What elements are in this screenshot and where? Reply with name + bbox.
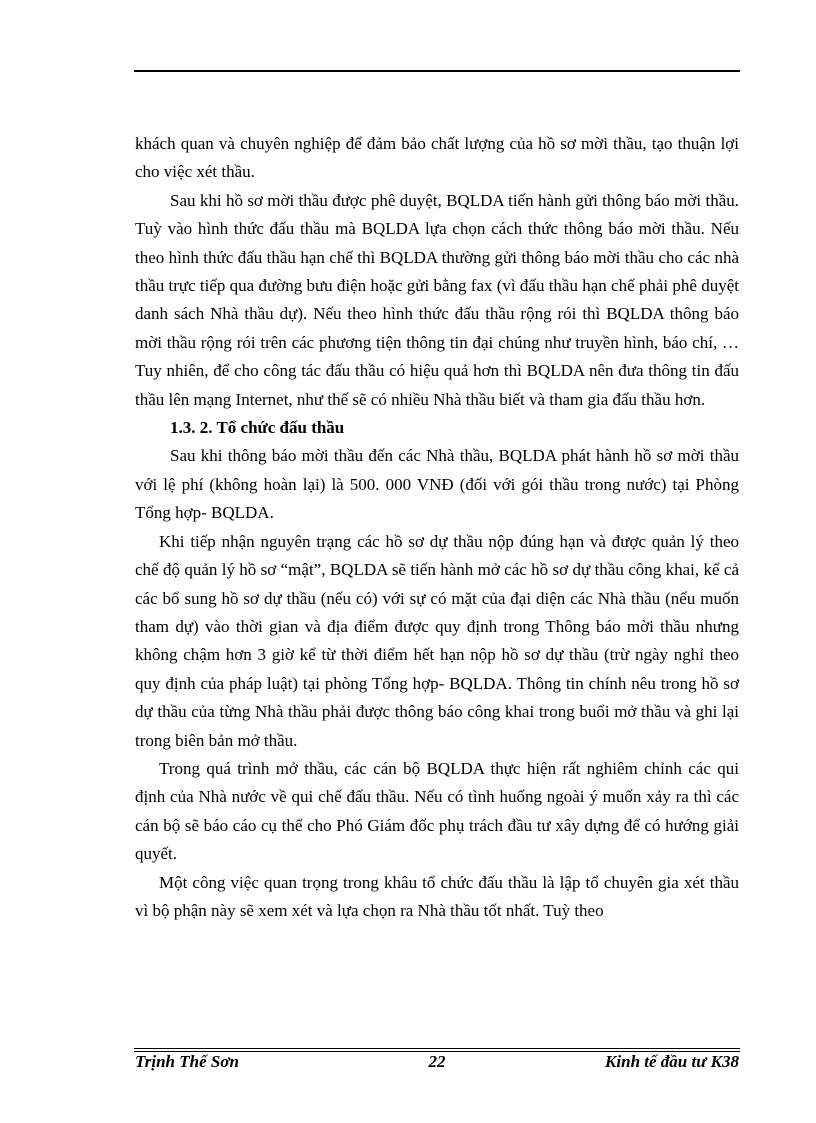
page-number: 22 bbox=[428, 1052, 446, 1071]
footer-course: Kinh tế đầu tư K38 bbox=[605, 1052, 739, 1071]
footer-rule-top bbox=[134, 1048, 740, 1049]
paragraph-4: Khi tiếp nhận nguyên trạng các hồ sơ dự thầu nộp đúng hạn và được quản lý theo chế độ quản lý hồ sơ “mật”, BQLDA sẽ tiến hành mở các hồ sơ dự thầu công khai, kể cả các bổ sung hồ sơ dự thầu (nếu có) với sự có mặt của đại diện các Nhà thầu (nếu muốn tham dự) vào thời gian và địa điểm được quy định trong Thông báo mời thầu nhưng không chậm hơn 3 giờ kể từ thời điểm hết hạn nộp hồ sơ dự thầu (trừ ngày nghỉ theo quy định của pháp luật) tại phòng Tổng hợp- BQLDA. Thông tin chính nêu trong hồ sơ dự thầu của từng Nhà thầu phải được thông báo công khai trong buổi mở thầu và ghi lại trong biên bản mở thầu. bbox=[135, 531, 739, 750]
page-body bbox=[135, 130, 739, 925]
paragraph-1: khách quan và chuyên nghiệp để đảm bảo chất lượng của hồ sơ mời thầu, tạo thuận lợi cho việc xét thầu. bbox=[135, 134, 739, 182]
paragraph-5: Trong quá trình mở thầu, các cán bộ BQLDA thực hiện rất nghiêm chỉnh các qui định của Nhà nước về qui chế đấu thầu. Nếu có tình huống ngoài ý muốn xảy ra thì các cán bộ sẽ báo cáo cụ thể cho Phó Giám đốc phụ trách đầu tư xây dựng để có hướng giải quyết. bbox=[135, 758, 739, 864]
section-heading: 1.3. 2. Tổ chức đấu thầu bbox=[170, 418, 345, 438]
page-footer bbox=[135, 1052, 739, 1076]
paragraph-2: Sau khi hồ sơ mời thầu được phê duyệt, BQLDA tiến hành gửi thông báo mời thầu. Tuỳ vào hình thức đấu thầu mà BQLDA lựa chọn cách thức thông báo mời thầu. Nếu theo hình thức đấu thầu hạn chế thì BQLDA thường gửi thông báo mời thầu cho các nhà thầu trực tiếp qua đường bưu điện hoặc gửi bằng fax (vì đấu thầu hạn chế phải phê duyệt danh sách Nhà thầu dự). Nếu theo hình thức đấu thầu rộng rói thì BQLDA thông báo mời thầu rộng rói trên các phương tiện thông tin đại chúng như truyền hình, báo chí, … Tuy nhiên, để cho công tác đấu thầu có hiệu quả hơn thì BQLDA nên đưa thông tin đấu thầu lên mạng Internet, như thế sẽ có nhiều Nhà thầu biết và tham gia đấu thầu hơn. bbox=[135, 190, 739, 409]
footer-author: Trịnh Thế Sơn bbox=[135, 1052, 239, 1071]
header-rule bbox=[134, 70, 740, 72]
paragraph-3: Sau khi thông báo mời thầu đến các Nhà thầu, BQLDA phát hành hồ sơ mời thầu với lệ phí (không hoàn lại) là 500. 000 VNĐ (đối với gói thầu trong nước) tại Phòng Tổng hợp- BQLDA. bbox=[135, 446, 739, 523]
paragraph-6: Một công việc quan trọng trong khâu tổ chức đấu thầu là lập tổ chuyên gia xét thầu vì bộ phận này sẽ xem xét và lựa chọn ra Nhà thầu tốt nhất. Tuỳ theo bbox=[135, 872, 739, 920]
